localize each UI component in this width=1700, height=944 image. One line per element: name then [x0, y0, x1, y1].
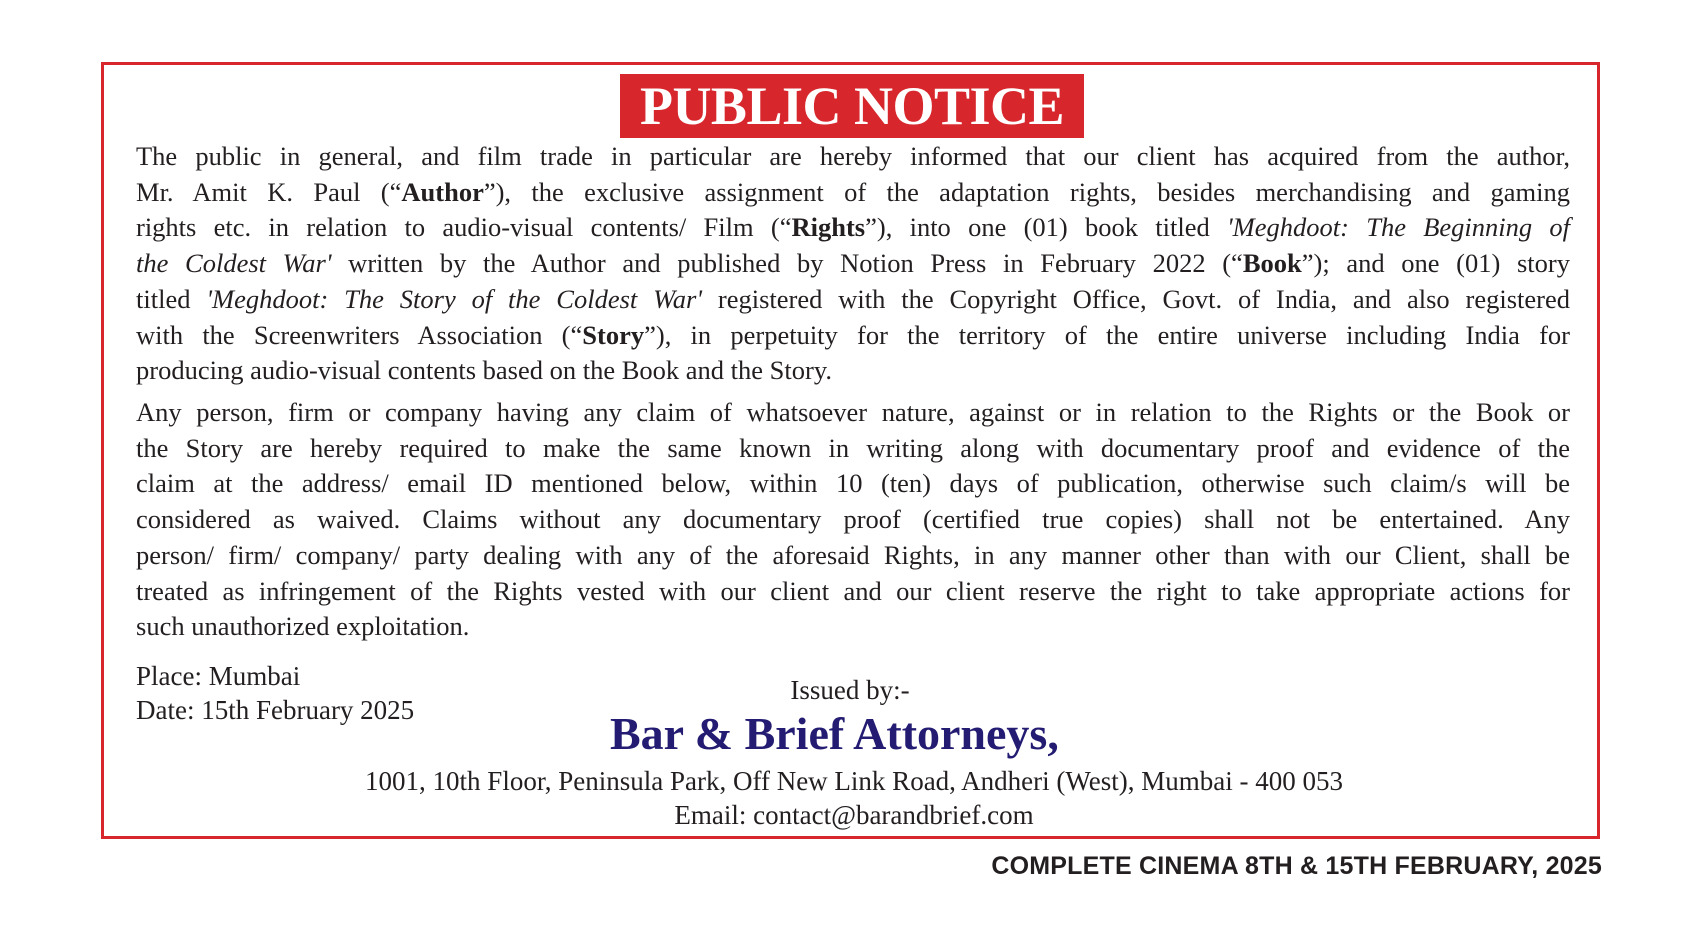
issued-by-label: Issued by:- — [790, 675, 910, 705]
firm-address: 1001, 10th Floor, Peninsula Park, Off New Link Road, Andheri (West), Mumbai - 400 053 — [365, 766, 1343, 796]
notice-title: PUBLIC NOTICE — [620, 74, 1084, 138]
firm-email: Email: contact@barandbrief.com — [674, 800, 1034, 830]
paragraph-line: person/ firm/ company/ party dealing with any of the aforesaid Rights, in any manner other than with our Client, shall be — [136, 539, 1570, 570]
paragraph-line: such unauthorized exploitation. — [136, 611, 470, 642]
paragraph-line: Mr. Amit K. Paul (“Author”), the exclusive assignment of the adaptation rights, besides merchandising and gaming — [136, 176, 1570, 207]
date-label: Date: 15th February 2025 — [136, 695, 415, 725]
paragraph-line: considered as waived. Claims without any documentary proof (certified true copies) shall not be entertained. Any — [136, 504, 1570, 535]
place-label: Place: Mumbai — [136, 661, 301, 691]
paragraph-line: the Story are hereby required to make the same known in writing along with documentary proof and evidence of the — [136, 432, 1570, 463]
paragraph-line: titled 'Meghdoot: The Story of the Coldest War' registered with the Copyright Office, Govt. of India, and also registered — [136, 283, 1571, 314]
firm-name: Bar & Brief Attorneys, — [610, 708, 1059, 759]
paragraph-line: The public in general, and film trade in particular are hereby informed that our client has acquired from the author, — [136, 141, 1570, 171]
paragraph-line: producing audio-visual contents based on the Book and the Story. — [136, 355, 832, 386]
notice-paragraph-2 — [136, 395, 1570, 645]
publication-footer: COMPLETE CINEMA 8TH & 15TH FEBRUARY, 2025 — [991, 852, 1602, 880]
notice-paragraph-1 — [136, 139, 1570, 389]
paragraph-line: with the Screenwriters Association (“Story”), in perpetuity for the territory of the entire universe including India for — [136, 319, 1571, 350]
paragraph-line: treated as infringement of the Rights vested with our client and our client reserve the right to take appropriate actions for — [136, 575, 1570, 606]
paragraph-line: claim at the address/ email ID mentioned below, within 10 (ten) days of publication, otherwise such claim/s will be — [136, 468, 1570, 499]
paragraph-line: the Coldest War' written by the Author and published by Notion Press in February 2022 (“Book”); and one (01) story — [136, 248, 1570, 279]
paragraph-line: rights etc. in relation to audio-visual contents/ Film (“Rights”), into one (01) book titled 'Meghdoot: The Beginning of — [136, 212, 1571, 243]
paragraph-line: Any person, firm or company having any claim of whatsoever nature, against or in relation to the Rights or the Book or — [136, 397, 1570, 427]
